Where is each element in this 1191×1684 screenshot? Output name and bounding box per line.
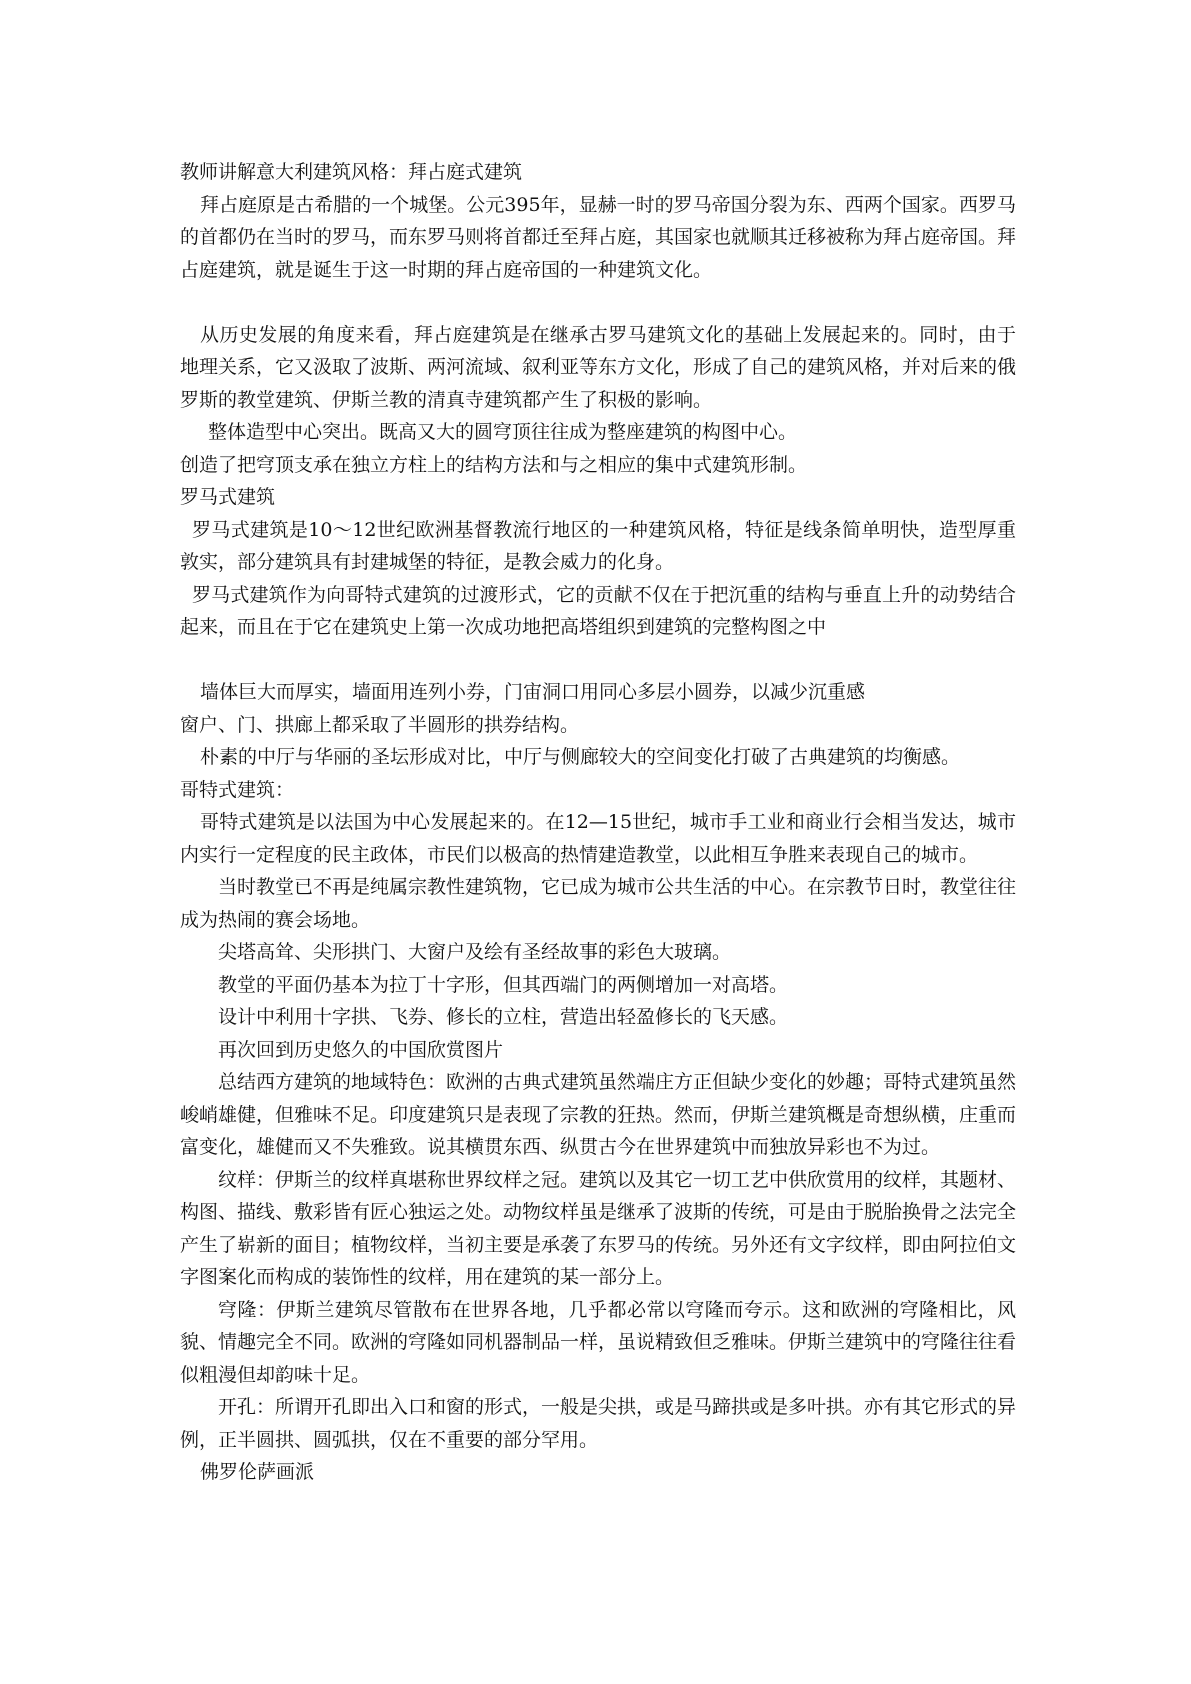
heading-romanesque: 罗马式建筑 (180, 486, 276, 508)
document-body (180, 156, 1016, 1489)
paragraph-byzantine-structure: 创造了把穹顶支承在独立方柱上的结构方法和与之相应的集中式建筑形制。 (180, 453, 808, 476)
paragraph-domes: 穹隆：伊斯兰建筑尽管散布在世界各地，几乎都必常以穹隆而夸示。这和欧洲的穹隆相比，风貌、情趣完全不同。欧洲的穹隆如同机器制品一样，虽说精致但乏雅味。伊斯兰建筑中的穹隆往往看似粗漫但却韵味十足。 (180, 1298, 1017, 1386)
paragraph-romanesque-nave: 朴素的中厅与华丽的圣坛形成对比，中厅与侧廊较大的空间变化打破了古典建筑的均衡感。 (200, 746, 961, 768)
heading-florentine: 佛罗伦萨画派 (200, 1461, 315, 1483)
paragraph-romanesque-intro: 罗马式建筑是10～12世纪欧洲基督教流行地区的一种建筑风格，特征是线条简单明快，造型厚重敦实，部分建筑具有封建城堡的特征，是教会威力的化身。 (180, 518, 1016, 573)
paragraph-romanesque-walls: 墙体巨大而厚实，墙面用连列小券，门宙洞口用同心多层小圆券，以减少沉重感 (200, 681, 866, 703)
paragraph-gothic-spires: 尖塔高耸、尖形拱门、大窗户及绘有圣经故事的彩色大玻璃。 (218, 941, 732, 963)
paragraph-byzantine-form: 整体造型中心突出。既高又大的圆穹顶往往成为整座建筑的构图中心。 (208, 421, 798, 443)
paragraph-china-images: 再次回到历史悠久的中国欣赏图片 (218, 1038, 504, 1061)
paragraph-byzantine-history: 从历史发展的角度来看，拜占庭建筑是在继承古罗马建筑文化的基础上发展起来的。同时，由于地理关系，它又汲取了波斯、两河流域、叙利亚等东方文化，形成了自己的建筑风格，并对后来的俄罗斯的教堂建筑、伊斯兰教的清真寺建筑都产生了积极的影响。 (180, 323, 1017, 411)
paragraph-romanesque-transition: 罗马式建筑作为向哥特式建筑的过渡形式，它的贡献不仅在于把沉重的结构与垂直上升的动势结合起来，而且在于它在建筑史上第一次成功地把高塔组织到建筑的完整构图之中 (180, 583, 1016, 638)
heading-gothic: 哥特式建筑： (180, 778, 295, 801)
paragraph-summary: 总结西方建筑的地域特色：欧洲的古典式建筑虽然端庄方正但缺少变化的妙趣；哥特式建筑虽然峻峭雄健，但雅味不足。印度建筑只是表现了宗教的狂热。然而，伊斯兰建筑概是奇想纵横，庄重而富变化，雄健而又不失雅致。说其横贯东西、纵贯古今在世界建筑中而独放异彩也不为过。 (180, 1071, 1017, 1158)
blank-line (180, 286, 1016, 319)
paragraph-gothic-plan: 教堂的平面仍基本为拉丁十字形，但其西端门的两侧增加一对高塔。 (218, 973, 789, 996)
paragraph-gothic-church: 当时教堂已不再是纯属宗教性建筑物，它已成为城市公共生活的中心。在宗教节日时，教堂往往成为热闹的赛会场地。 (180, 876, 1017, 931)
paragraph-byzantine-intro: 拜占庭原是古希腊的一个城堡。公元395年，显赫一时的罗马帝国分裂为东、西两个国家。西罗马的首都仍在当时的罗马，而东罗马则将首都迁至拜占庭，其国家也就顺其迁移被称为拜占庭帝国。拜占庭建筑，就是诞生于这一时期的拜占庭帝国的一种建筑文化。 (180, 193, 1017, 281)
paragraph-romanesque-arches: 窗户、门、拱廊上都采取了半圆形的拱券结构。 (180, 713, 580, 736)
blank-line (180, 644, 1016, 677)
paragraph-patterns: 纹样：伊斯兰的纹样真堪称世界纹样之冠。建筑以及其它一切工艺中供欣赏用的纹样，其题材、构图、描线、敷彩皆有匠心独运之处。动物纹样虽是继承了波斯的传统，可是由于脱胎换骨之法完全产生了崭新的面目；植物纹样，当初主要是承袭了东罗马的传统。另外还有文字纹样，即由阿拉伯文字图案化而构成的装饰性的纹样，用在建筑的某一部分上。 (180, 1168, 1017, 1288)
paragraph-openings: 开孔：所谓开孔即出入口和窗的形式，一般是尖拱，或是马蹄拱或是多叶拱。亦有其它形式的异例，正半圆拱、圆弧拱，仅在不重要的部分罕用。 (180, 1396, 1017, 1451)
paragraph-gothic-design: 设计中利用十字拱、飞券、修长的立柱，营造出轻盈修长的飞天感。 (218, 1006, 789, 1028)
paragraph-gothic-intro: 哥特式建筑是以法国为中心发展起来的。在12—15世纪，城市手工业和商业行会相当发达，城市内实行一定程度的民主政体，市民们以极高的热情建造教堂，以此相互争胜来表现自己的城市。 (180, 811, 1016, 866)
title-line: 教师讲解意大利建筑风格：拜占庭式建筑 (180, 161, 523, 183)
